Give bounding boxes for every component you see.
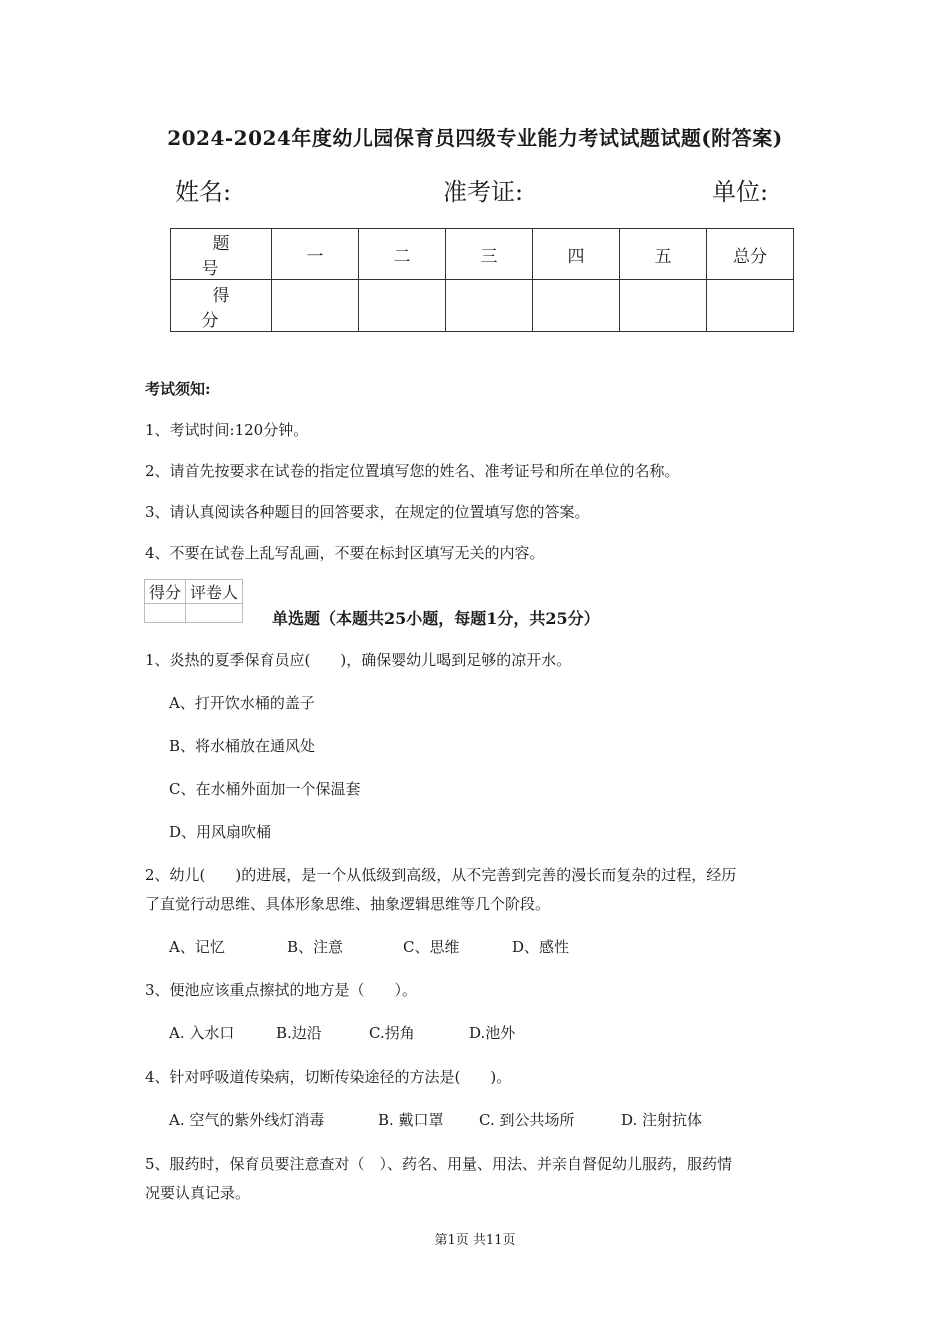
score-table-header-row: [171, 229, 794, 280]
section-title: 单选题（本题共25小题，每题1分，共25分）: [272, 609, 600, 628]
score-table-header-cell: 总分: [707, 229, 794, 280]
question-3-option-a: A. 入水口: [169, 1024, 235, 1042]
score-cell: [620, 280, 707, 332]
score-table: [170, 228, 794, 332]
question-3-option-c: C.拐角: [369, 1024, 415, 1042]
grader-box-grader-label: 评卷人: [186, 580, 243, 604]
question-3-stem: 3、便池应该重点擦拭的地方是（ ）。: [145, 981, 418, 999]
question-4-option-b: B. 戴口罩: [378, 1111, 444, 1129]
page-title: 2024-2024年度幼儿园保育员四级专业能力考试试题试题(附答案): [167, 126, 783, 150]
question-4-stem: 4、针对呼吸道传染病，切断传染途径的方法是( )。: [145, 1068, 512, 1086]
score-table-header-cell: 四: [533, 229, 620, 280]
question-2-option-b: B、注意: [287, 938, 344, 956]
question-2-option-d: D、感性: [512, 938, 570, 956]
score-table-header-cell: 三: [446, 229, 533, 280]
notice-item: 4、不要在试卷上乱写乱画，不要在标封区填写无关的内容。: [145, 544, 545, 562]
grader-box-score-label: 得分: [145, 580, 186, 604]
notice-heading: 考试须知:: [145, 380, 211, 398]
question-5-stem-line-2: 况要认真记录。: [145, 1184, 251, 1202]
name-field-label: 姓名:: [175, 178, 232, 206]
exam-id-field-label: 准考证:: [443, 178, 524, 206]
question-4-option-c: C. 到公共场所: [479, 1111, 575, 1129]
question-3-option-b: B.边沿: [276, 1024, 322, 1042]
question-2-option-a: A、记忆: [169, 938, 225, 956]
notice-item: 3、请认真阅读各种题目的回答要求，在规定的位置填写您的答案。: [145, 503, 590, 521]
question-2-stem-line-1: 2、幼儿( )的进展，是一个从低级到高级，从不完善到完善的漫长而复杂的过程，经历: [145, 866, 737, 884]
score-table-score-row: [171, 280, 794, 332]
grader-box: [144, 579, 243, 623]
question-1-option-a: A、打开饮水桶的盖子: [169, 694, 315, 712]
notice-item: 2、请首先按要求在试卷的指定位置填写您的姓名、准考证号和所在单位的名称。: [145, 462, 680, 480]
question-1-option-b: B、将水桶放在通风处: [169, 737, 316, 755]
notice-item: 1、考试时间:120分钟。: [145, 421, 309, 439]
score-cell: [707, 280, 794, 332]
score-cell: [359, 280, 446, 332]
score-table-header-cell: 二: [359, 229, 446, 280]
grader-box-cell: [186, 604, 243, 623]
score-table-header-cell: 五: [620, 229, 707, 280]
question-5-stem-line-1: 5、服药时，保育员要注意查对（ ）、药名、用量、用法、并亲自督促幼儿服药，服药情: [145, 1155, 733, 1173]
question-2-stem-line-2: 了直觉行动思维、具体形象思维、抽象逻辑思维等几个阶段。: [145, 895, 551, 913]
score-table-header-cell: 一: [272, 229, 359, 280]
score-cell: [446, 280, 533, 332]
question-3-option-d: D.池外: [469, 1024, 516, 1042]
question-4-option-d: D. 注射抗体: [621, 1111, 703, 1129]
question-4-option-a: A. 空气的紫外线灯消毒: [169, 1111, 325, 1129]
unit-field-label: 单位:: [712, 178, 769, 206]
grader-box-cell: [145, 604, 186, 623]
question-2-option-c: C、思维: [403, 938, 460, 956]
score-table-header-label: 题 号: [171, 229, 272, 280]
question-1-option-d: D、用风扇吹桶: [169, 823, 272, 841]
question-1-stem: 1、炎热的夏季保育员应( )，确保婴幼儿喝到足够的凉开水。: [145, 651, 572, 669]
score-table-score-label: 得 分: [171, 280, 272, 332]
score-cell: [533, 280, 620, 332]
page-footer: 第1页 共11页: [434, 1233, 516, 1248]
question-1-option-c: C、在水桶外面加一个保温套: [169, 780, 361, 798]
